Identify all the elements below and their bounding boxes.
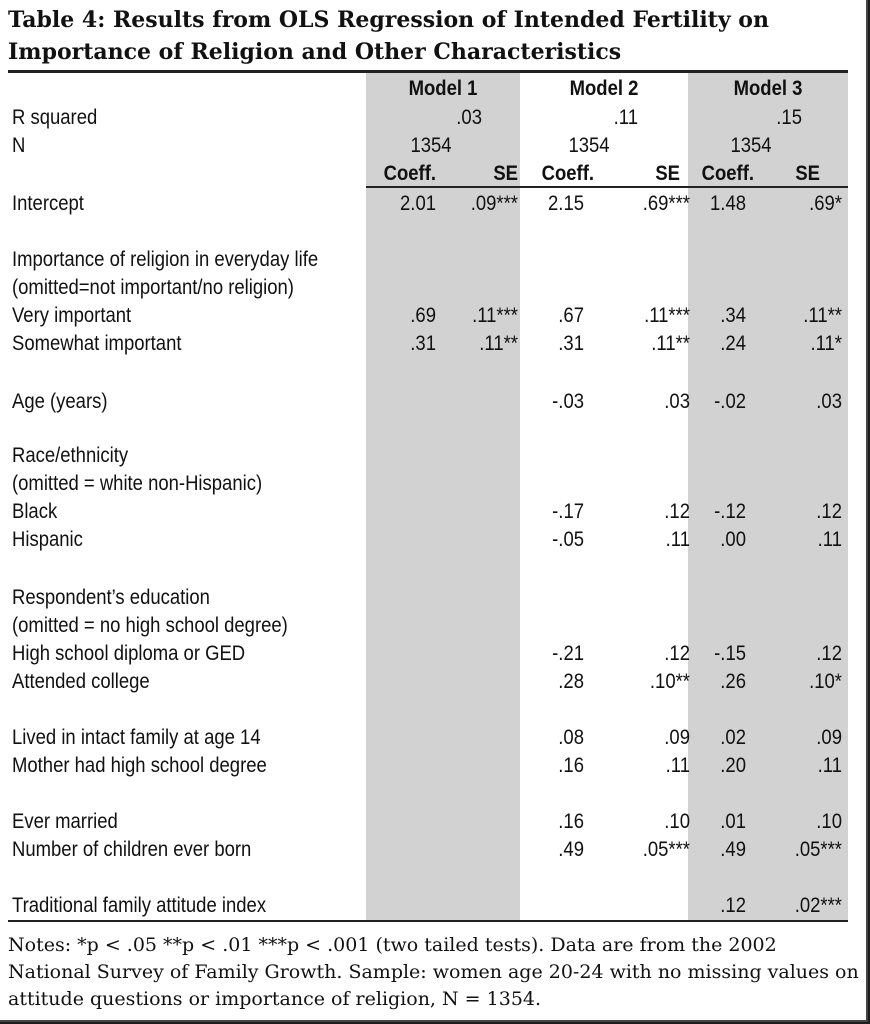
row-label: Number of children ever born: [12, 838, 252, 861]
stat-value: .03: [456, 106, 482, 129]
row-label: Respondent’s education: [12, 586, 210, 609]
row-label: Black: [12, 500, 58, 523]
se-cell: .09: [664, 726, 690, 749]
row-label: Lived in intact family at age 14: [12, 726, 261, 749]
coefficient-cell: .16: [558, 810, 584, 833]
se-cell: .12: [816, 500, 842, 523]
coefficient-cell: .00: [720, 528, 746, 551]
coefficient-cell: .69: [410, 304, 436, 327]
se-cell: .02***: [794, 894, 842, 917]
row-label: Intercept: [12, 192, 84, 215]
se-cell: .11: [665, 528, 690, 551]
row-label: R squared: [12, 106, 98, 129]
table-notes: Notes: *p < .05 **p < .01 ***p < .001 (two tailed tests). Data are from the 2002 National Survey of Family Growth. Sample: women age 20-24 with no missing values on attitude questions or importance of religion, N = 1354.: [8, 934, 859, 1010]
coefficient-cell: 2.01: [400, 192, 436, 215]
column-header: SE: [655, 162, 680, 185]
se-cell: .11: [817, 754, 842, 777]
coefficient-cell: .12: [720, 894, 746, 917]
coefficient-cell: .24: [720, 332, 746, 355]
top-rule: [8, 70, 848, 73]
se-cell: .11**: [651, 332, 690, 355]
coefficient-cell: -.02: [714, 390, 746, 413]
coefficient-cell: .26: [720, 670, 746, 693]
coefficient-cell: .49: [720, 838, 746, 861]
se-cell: .03: [664, 390, 690, 413]
se-cell: .09: [816, 726, 842, 749]
se-cell: .11**: [479, 332, 518, 355]
stat-value: 1354: [410, 134, 452, 157]
coefficient-cell: .16: [558, 754, 584, 777]
se-cell: .12: [816, 642, 842, 665]
coefficient-cell: -.05: [552, 528, 584, 551]
row-label: High school diploma or GED: [12, 642, 246, 665]
se-cell: .11***: [644, 304, 690, 327]
bottom-rule: [8, 920, 848, 922]
model-header: Model 3: [733, 77, 803, 100]
row-label: Attended college: [12, 670, 150, 693]
se-cell: .10: [664, 810, 690, 833]
coefficient-cell: 2.15: [548, 192, 584, 215]
column-header: SE: [795, 162, 820, 185]
se-cell: .10: [816, 810, 842, 833]
se-cell: .11: [665, 754, 690, 777]
se-cell: .03: [816, 390, 842, 413]
row-label: Hispanic: [12, 528, 83, 551]
coefficient-cell: .20: [720, 754, 746, 777]
table-title: Table 4: Results from OLS Regression of Intended Fertility on Importance of Religion and Other Characteristics: [8, 7, 769, 65]
row-label: (omitted=not important/no religion): [12, 276, 294, 299]
coefficient-cell: .28: [558, 670, 584, 693]
coefficient-cell: -.17: [552, 500, 584, 523]
row-label: (omitted = no high school degree): [12, 614, 288, 637]
se-cell: .09***: [470, 192, 518, 215]
coefficient-cell: .31: [558, 332, 584, 355]
se-cell: .10*: [809, 670, 842, 693]
se-cell: .05***: [794, 838, 842, 861]
coefficient-cell: .67: [558, 304, 584, 327]
model-header: Model 2: [569, 77, 639, 100]
row-label: Race/ethnicity: [12, 444, 129, 467]
row-label: Somewhat important: [12, 332, 182, 355]
column-header: Coeff.: [383, 162, 436, 185]
row-label: Importance of religion in everyday life: [12, 248, 319, 271]
stat-value: .11: [613, 106, 638, 129]
stat-value: 1354: [568, 134, 610, 157]
coefficient-cell: .31: [410, 332, 436, 355]
coefficient-cell: .49: [558, 838, 584, 861]
se-cell: .11***: [472, 304, 518, 327]
se-cell: .69*: [809, 192, 842, 215]
row-label: N: [12, 134, 26, 157]
se-cell: .12: [664, 500, 690, 523]
coefficient-cell: -.21: [552, 642, 584, 665]
row-label: Mother had high school degree: [12, 754, 267, 777]
se-cell: .11**: [803, 304, 842, 327]
row-label: Very important: [12, 304, 132, 327]
row-label: (omitted = white non-Hispanic): [12, 472, 263, 495]
column-header: Coeff.: [701, 162, 754, 185]
stat-value: 1354: [730, 134, 772, 157]
model-header: Model 1: [408, 77, 478, 100]
se-cell: .69***: [642, 192, 690, 215]
coefficient-cell: -.03: [552, 390, 584, 413]
coefficient-cell: .01: [720, 810, 746, 833]
coefficient-cell: 1.48: [710, 192, 746, 215]
se-cell: .05***: [642, 838, 690, 861]
row-label: Age (years): [12, 390, 108, 413]
se-cell: .12: [664, 642, 690, 665]
coefficient-cell: -.12: [714, 500, 746, 523]
column-header: Coeff.: [541, 162, 594, 185]
stat-value: .15: [776, 106, 802, 129]
column-header: SE: [493, 162, 518, 185]
row-label: Ever married: [12, 810, 118, 833]
se-cell: .11: [817, 528, 842, 551]
se-cell: .10**: [649, 670, 690, 693]
coefficient-cell: -.15: [714, 642, 746, 665]
coefficient-cell: .08: [558, 726, 584, 749]
se-cell: .11*: [810, 332, 842, 355]
coefficient-cell: .02: [720, 726, 746, 749]
row-label: Traditional family attitude index: [12, 894, 267, 917]
coefficient-cell: .34: [720, 304, 746, 327]
